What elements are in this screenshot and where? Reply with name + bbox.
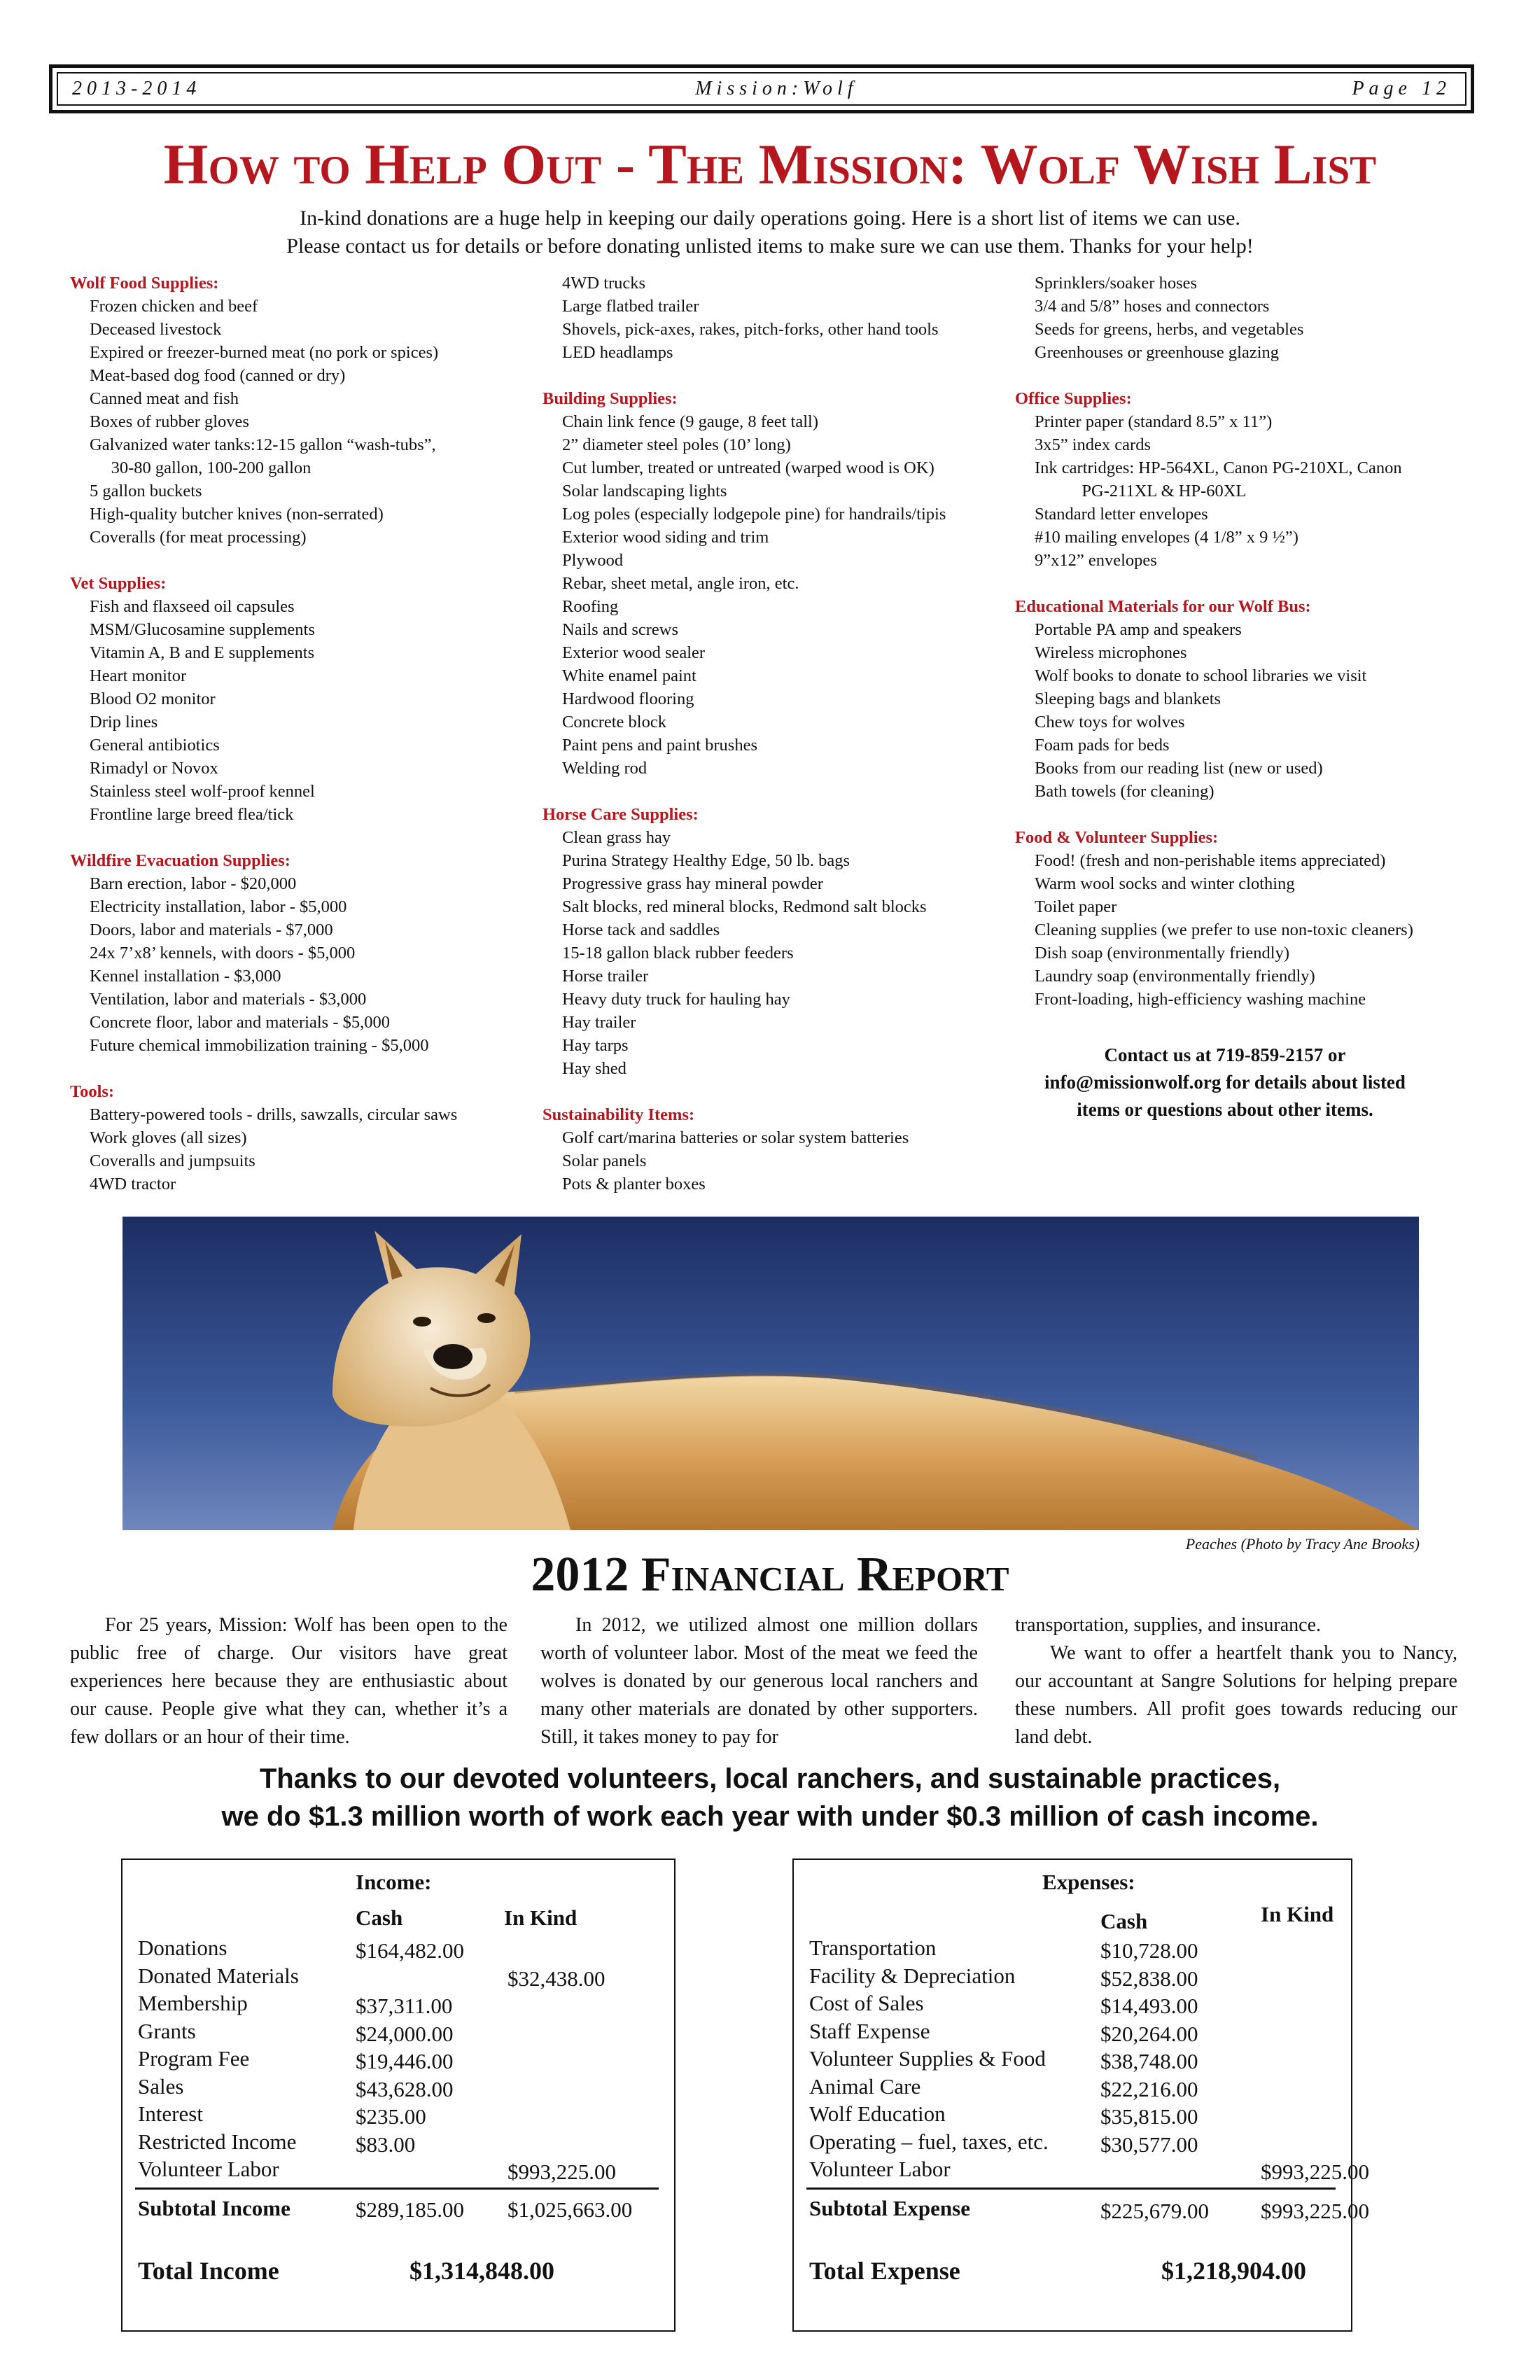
wishlist-item: Electricity installation, labor - $5,000 bbox=[90, 897, 347, 916]
contact-line-3: items or questions about other items. bbox=[1077, 1099, 1373, 1120]
wishlist-item: Hay tarps bbox=[562, 1036, 629, 1055]
row-label: Cost of Sales bbox=[809, 1991, 924, 2015]
wishlist-item: MSM/Glucosamine supplements bbox=[90, 620, 315, 639]
wishlist-item: 4WD trucks bbox=[562, 274, 646, 293]
wishlist-item: High-quality butcher knives (non-serrated) bbox=[90, 505, 384, 524]
thanks-line-2: we do $1.3 million worth of work each year with under $0.3 million of cash income. bbox=[221, 1801, 1319, 1832]
section-spacer bbox=[70, 1057, 457, 1080]
wolf-photo bbox=[122, 1217, 1419, 1530]
intro-line-1: In-kind donations are a huge help in keeping our daily operations going. Here is a short list of items we can use. bbox=[300, 206, 1240, 230]
wishlist-item: 3x5” index cards bbox=[1035, 435, 1151, 454]
wishlist-item: Rebar, sheet metal, angle iron, etc. bbox=[562, 574, 799, 593]
wishlist-item: Nails and screws bbox=[562, 620, 679, 639]
wishlist-intro bbox=[0, 204, 1540, 260]
row-label: Facility & Depreciation bbox=[809, 1963, 1016, 1988]
wishlist-section-heading: Tools: bbox=[70, 1082, 115, 1101]
wishlist-item: Work gloves (all sizes) bbox=[90, 1128, 247, 1147]
row-cash-value: $24,000.00 bbox=[356, 2021, 454, 2046]
wishlist-item: 3/4 and 5/8” hoses and connectors bbox=[1035, 297, 1270, 316]
wishlist-column-2 bbox=[542, 272, 946, 1196]
thanks-line-1: Thanks to our devoted volunteers, local ranchers, and sustainable practices, bbox=[259, 1763, 1281, 1794]
total-expense-label: Total Expense bbox=[809, 2257, 960, 2285]
wishlist-item: Pots & planter boxes bbox=[562, 1175, 706, 1194]
wishlist-item: Frozen chicken and beef bbox=[90, 297, 258, 316]
wishlist-item: Purina Strategy Healthy Edge, 50 lb. bags bbox=[562, 851, 850, 870]
paragraph-text: transportation, supplies, and insurance. bbox=[1015, 1614, 1322, 1636]
wishlist-section-heading: Food & Volunteer Supplies: bbox=[1015, 828, 1219, 847]
wishlist-item: Golf cart/marina batteries or solar system batteries bbox=[562, 1128, 909, 1147]
expense-title: Expenses: bbox=[1042, 1870, 1135, 1894]
subtotal-income-label: Subtotal Income bbox=[138, 2196, 290, 2220]
wishlist-item: 9”x12” envelopes bbox=[1035, 551, 1157, 570]
financial-paragraph-3 bbox=[1015, 1611, 1457, 1751]
wishlist-item: Wolf books to donate to school libraries we visit bbox=[1035, 666, 1367, 685]
total-expense-value: $1,218,904.00 bbox=[1161, 2257, 1306, 2285]
wishlist-item: General antibiotics bbox=[90, 736, 220, 755]
wishlist-item: Roofing bbox=[562, 597, 619, 616]
section-spacer bbox=[70, 826, 457, 849]
wishlist-item: Front-loading, high-efficiency washing machine bbox=[1035, 990, 1366, 1009]
wishlist-item: 15-18 gallon black rubber feeders bbox=[562, 944, 794, 962]
row-label: Staff Expense bbox=[809, 2018, 930, 2043]
wishlist-item: Cleaning supplies (we prefer to use non-toxic cleaners) bbox=[1035, 920, 1413, 939]
wishlist-item: Coveralls (for meat processing) bbox=[90, 528, 307, 547]
wishlist-item: Rimadyl or Novox bbox=[90, 759, 218, 778]
section-spacer bbox=[1015, 803, 1413, 826]
row-cash-value: $38,748.00 bbox=[1100, 2049, 1198, 2073]
row-label: Wolf Education bbox=[809, 2101, 946, 2126]
section-spacer bbox=[70, 549, 457, 572]
header-year: 2013-2014 bbox=[72, 78, 202, 99]
row-cash-value: $83.00 bbox=[356, 2132, 416, 2157]
row-label: Volunteer Supplies & Food bbox=[809, 2046, 1046, 2071]
wishlist-item: Books from our reading list (new or used) bbox=[1035, 759, 1323, 778]
financial-paragraph-2 bbox=[540, 1611, 978, 1751]
wishlist-item: Heavy duty truck for hauling hay bbox=[562, 990, 790, 1009]
section-spacer bbox=[542, 1080, 946, 1103]
wishlist-item: Wireless microphones bbox=[1035, 643, 1187, 662]
wishlist-item: Ink cartridges: HP-564XL, Canon PG-210XL, Canon bbox=[1035, 458, 1402, 477]
page-header bbox=[49, 64, 1474, 113]
wishlist-item: PG-211XL & HP-60XL bbox=[1035, 482, 1247, 500]
subtotal-expense-inkind: $993,225.00 bbox=[1261, 2199, 1369, 2223]
expense-inkind-header: In Kind bbox=[1261, 1902, 1334, 1926]
row-cash-value: $37,311.00 bbox=[356, 1994, 453, 2018]
paragraph-text: We want to offer a heartfelt thank you to Nancy, our accountant at Sangre Solutions for helping prepare these numbers. All profit goes towards reducing our land debt. bbox=[1015, 1642, 1457, 1748]
wishlist-item: Food! (fresh and non-perishable items appreciated) bbox=[1035, 851, 1386, 870]
wishlist-item: Sprinklers/soaker hoses bbox=[1035, 274, 1198, 293]
row-cash-value: $22,216.00 bbox=[1100, 2076, 1198, 2101]
row-label: Operating – fuel, taxes, etc. bbox=[809, 2129, 1049, 2154]
row-inkind-value: $993,225.00 bbox=[1261, 2160, 1369, 2184]
total-income-label: Total Income bbox=[138, 2257, 279, 2285]
wishlist-column-1 bbox=[70, 272, 457, 1196]
wishlist-item: Deceased livestock bbox=[90, 320, 222, 339]
income-title: Income: bbox=[356, 1870, 432, 1894]
row-label: Volunteer Labor bbox=[809, 2157, 951, 2181]
wishlist-section-heading: Vet Supplies: bbox=[70, 574, 167, 593]
total-income-value: $1,314,848.00 bbox=[410, 2257, 554, 2285]
wishlist-section-heading: Wolf Food Supplies: bbox=[70, 274, 219, 293]
wishlist-item: Horse tack and saddles bbox=[562, 920, 720, 939]
wishlist-item: Barn erection, labor - $20,000 bbox=[90, 874, 297, 893]
contact-info bbox=[1008, 1042, 1442, 1124]
contact-line-1: Contact us at 719-859-2157 or bbox=[1104, 1044, 1346, 1065]
wishlist-item: 30-80 gallon, 100-200 gallon bbox=[90, 458, 312, 477]
wishlist-item: Large flatbed trailer bbox=[562, 297, 699, 316]
row-inkind-value: $993,225.00 bbox=[507, 2160, 616, 2184]
subtotal-income-cash: $289,185.00 bbox=[356, 2197, 464, 2222]
wishlist-item: Battery-powered tools - drills, sawzalls, circular saws bbox=[90, 1105, 458, 1124]
wishlist-item: Seeds for greens, herbs, and vegetables bbox=[1035, 320, 1304, 339]
expense-table bbox=[792, 1858, 1369, 2332]
section-spacer bbox=[542, 780, 946, 803]
row-cash-value: $10,728.00 bbox=[1100, 1938, 1198, 1963]
wishlist-section-heading: Horse Care Supplies: bbox=[542, 805, 699, 824]
row-label: Transportation bbox=[809, 1935, 937, 1960]
wishlist-item: Chain link fence (9 gauge, 8 feet tall) bbox=[562, 412, 818, 431]
paragraph-text: In 2012, we utilized almost one million dollars worth of volunteer labor. Most of the meat we feed the wolves is donated by our generous local ranchers and many other materials are donated by other supporters. Still, it takes money to pay for bbox=[540, 1614, 978, 1748]
financial-paragraph-1 bbox=[70, 1611, 507, 1751]
header-publication: Mission:Wolf bbox=[695, 78, 858, 99]
row-label: Interest bbox=[138, 2101, 203, 2126]
row-cash-value: $52,838.00 bbox=[1100, 1966, 1198, 1991]
section-spacer bbox=[542, 364, 946, 387]
row-label: Program Fee bbox=[138, 2046, 250, 2071]
wishlist-item: Canned meat and fish bbox=[90, 389, 239, 408]
wishlist-item: Galvanized water tanks:12-15 gallon “wash-tubs”, bbox=[90, 435, 436, 454]
contact-line-2: info@missionwolf.org for details about listed bbox=[1044, 1072, 1406, 1093]
income-cash-header: Cash bbox=[356, 1905, 403, 1930]
row-cash-value: $235.00 bbox=[356, 2104, 426, 2129]
divider bbox=[806, 2188, 1336, 2190]
wishlist-column-3 bbox=[1015, 272, 1413, 1011]
wishlist-item: Hardwood flooring bbox=[562, 690, 694, 708]
expense-cash-header: Cash bbox=[1100, 1909, 1148, 1933]
wishlist-item: Frontline large breed flea/tick bbox=[90, 805, 294, 824]
wishlist-item: Foam pads for beds bbox=[1035, 736, 1170, 755]
row-label: Animal Care bbox=[809, 2073, 921, 2099]
wishlist-section-heading: Office Supplies: bbox=[1015, 389, 1132, 408]
financial-report-title: 2012 Financial Report bbox=[531, 1548, 1009, 1602]
wishlist-section-heading: Sustainability Items: bbox=[542, 1105, 695, 1124]
paragraph-text: For 25 years, Mission: Wolf has been open to the public free of charge. Our visitors have great experiences here because they are enthusiastic about our cause. People give what they can, whether it’s a few dollars or an hour of their time. bbox=[70, 1614, 507, 1748]
wishlist-item: Salt blocks, red mineral blocks, Redmond salt blocks bbox=[562, 897, 927, 916]
income-inkind-header: In Kind bbox=[504, 1905, 578, 1930]
wishlist-item: Solar landscaping lights bbox=[562, 482, 727, 500]
wishlist-section-heading: Building Supplies: bbox=[542, 389, 678, 408]
row-label: Volunteer Labor bbox=[138, 2157, 279, 2181]
wishlist-item: Fish and flaxseed oil capsules bbox=[90, 597, 295, 616]
section-spacer bbox=[1015, 364, 1413, 387]
wishlist-item: White enamel paint bbox=[562, 666, 696, 685]
divider bbox=[135, 2188, 659, 2190]
wishlist-item: Standard letter envelopes bbox=[1035, 505, 1208, 524]
wishlist-item: Concrete block bbox=[562, 713, 666, 732]
wolf-illustration bbox=[122, 1217, 1419, 1530]
row-cash-value: $164,482.00 bbox=[356, 1938, 464, 1963]
row-cash-value: $20,264.00 bbox=[1100, 2021, 1198, 2046]
wishlist-item: Blood O2 monitor bbox=[90, 690, 216, 708]
row-cash-value: $14,493.00 bbox=[1100, 1994, 1198, 2018]
wishlist-item: Portable PA amp and speakers bbox=[1035, 620, 1242, 639]
wishlist-item: Bath towels (for cleaning) bbox=[1035, 782, 1214, 801]
wishlist-title: How to Help Out - The Mission: Wolf Wish List bbox=[163, 132, 1377, 196]
wishlist-item: Kennel installation - $3,000 bbox=[90, 967, 281, 986]
wishlist-item: Horse trailer bbox=[562, 967, 649, 986]
wishlist-item: Coveralls and jumpsuits bbox=[90, 1152, 255, 1170]
wishlist-item: Paint pens and paint brushes bbox=[562, 736, 757, 755]
wishlist-item: Solar panels bbox=[562, 1152, 647, 1170]
wishlist-item: Expired or freezer-burned meat (no pork or spices) bbox=[90, 343, 439, 362]
wishlist-item: Heart monitor bbox=[90, 666, 187, 685]
wishlist-item: Drip lines bbox=[90, 713, 158, 732]
wishlist-item: 4WD tractor bbox=[90, 1175, 176, 1194]
row-cash-value: $43,628.00 bbox=[356, 2076, 454, 2101]
wishlist-item: Sleeping bags and blankets bbox=[1035, 690, 1222, 708]
wishlist-item: Concrete floor, labor and materials - $5,000 bbox=[90, 1013, 390, 1032]
wishlist-item: Exterior wood sealer bbox=[562, 643, 706, 662]
wishlist-item: Toilet paper bbox=[1035, 897, 1117, 916]
subtotal-expense-cash: $225,679.00 bbox=[1100, 2199, 1209, 2223]
wishlist-item: Exterior wood siding and trim bbox=[562, 528, 769, 547]
subtotal-expense-label: Subtotal Expense bbox=[809, 2196, 970, 2220]
header-page-number: Page 12 bbox=[1352, 78, 1451, 99]
wishlist-item: 5 gallon buckets bbox=[90, 482, 202, 500]
wishlist-item: Warm wool socks and winter clothing bbox=[1035, 874, 1295, 893]
wishlist-section-heading: Educational Materials for our Wolf Bus: bbox=[1015, 597, 1311, 616]
row-cash-value: $30,577.00 bbox=[1100, 2132, 1198, 2157]
row-cash-value: $35,815.00 bbox=[1100, 2104, 1198, 2129]
section-spacer bbox=[1015, 572, 1413, 595]
income-table bbox=[121, 1858, 676, 2332]
row-cash-value: $19,446.00 bbox=[356, 2049, 454, 2073]
wishlist-item: Plywood bbox=[562, 551, 624, 570]
row-label: Grants bbox=[138, 2018, 196, 2043]
wishlist-item: Ventilation, labor and materials - $3,000 bbox=[90, 990, 367, 1009]
wishlist-item: Clean grass hay bbox=[562, 828, 671, 847]
wishlist-item: Shovels, pick-axes, rakes, pitch-forks, other hand tools bbox=[562, 320, 939, 339]
thanks-statement bbox=[0, 1760, 1540, 1835]
wishlist-item: Cut lumber, treated or untreated (warped wood is OK) bbox=[562, 458, 934, 477]
wishlist-item: 24x 7’x8’ kennels, with doors - $5,000 bbox=[90, 944, 356, 962]
wishlist-section-heading: Wildfire Evacuation Supplies: bbox=[70, 851, 290, 870]
row-label: Sales bbox=[138, 2073, 184, 2099]
wishlist-item: 2” diameter steel poles (10’ long) bbox=[562, 435, 791, 454]
wishlist-item: Future chemical immobilization training - $5,000 bbox=[90, 1036, 429, 1055]
wishlist-item: Progressive grass hay mineral powder bbox=[562, 874, 823, 893]
wishlist-item: Doors, labor and materials - $7,000 bbox=[90, 920, 333, 939]
wishlist-item: Boxes of rubber gloves bbox=[90, 412, 249, 431]
wishlist-item: Printer paper (standard 8.5” x 11”) bbox=[1035, 412, 1273, 431]
wishlist-item: LED headlamps bbox=[562, 343, 673, 362]
wishlist-item: Vitamin A, B and E supplements bbox=[90, 643, 315, 662]
wishlist-item: Chew toys for wolves bbox=[1035, 713, 1185, 732]
subtotal-income-inkind: $1,025,663.00 bbox=[507, 2197, 633, 2222]
wishlist-item: Hay trailer bbox=[562, 1013, 636, 1032]
wishlist-item: Dish soap (environmentally friendly) bbox=[1035, 944, 1290, 962]
wishlist-item: Welding rod bbox=[562, 759, 648, 778]
row-inkind-value: $32,438.00 bbox=[507, 1966, 606, 1991]
wishlist-item: Log poles (especially lodgepole pine) for handrails/tipis bbox=[562, 505, 946, 524]
wishlist-item: Hay shed bbox=[562, 1059, 626, 1078]
wishlist-item: Meat-based dog food (canned or dry) bbox=[90, 366, 346, 385]
row-label: Membership bbox=[138, 1991, 248, 2015]
row-label: Donations bbox=[138, 1935, 227, 1960]
wishlist-item: Greenhouses or greenhouse glazing bbox=[1035, 343, 1280, 362]
wishlist-item: #10 mailing envelopes (4 1/8” x 9 ½”) bbox=[1035, 528, 1298, 547]
wishlist-item: Stainless steel wolf-proof kennel bbox=[90, 782, 315, 801]
row-label: Restricted Income bbox=[138, 2129, 297, 2154]
row-label: Donated Materials bbox=[138, 1963, 299, 1988]
intro-line-2: Please contact us for details or before donating unlisted items to make sure we can use them. Thanks for your help! bbox=[286, 234, 1254, 258]
photo-caption: Peaches (Photo by Tracy Ane Brooks) bbox=[1185, 1535, 1420, 1553]
wishlist-item: Laundry soap (environmentally friendly) bbox=[1035, 967, 1315, 986]
